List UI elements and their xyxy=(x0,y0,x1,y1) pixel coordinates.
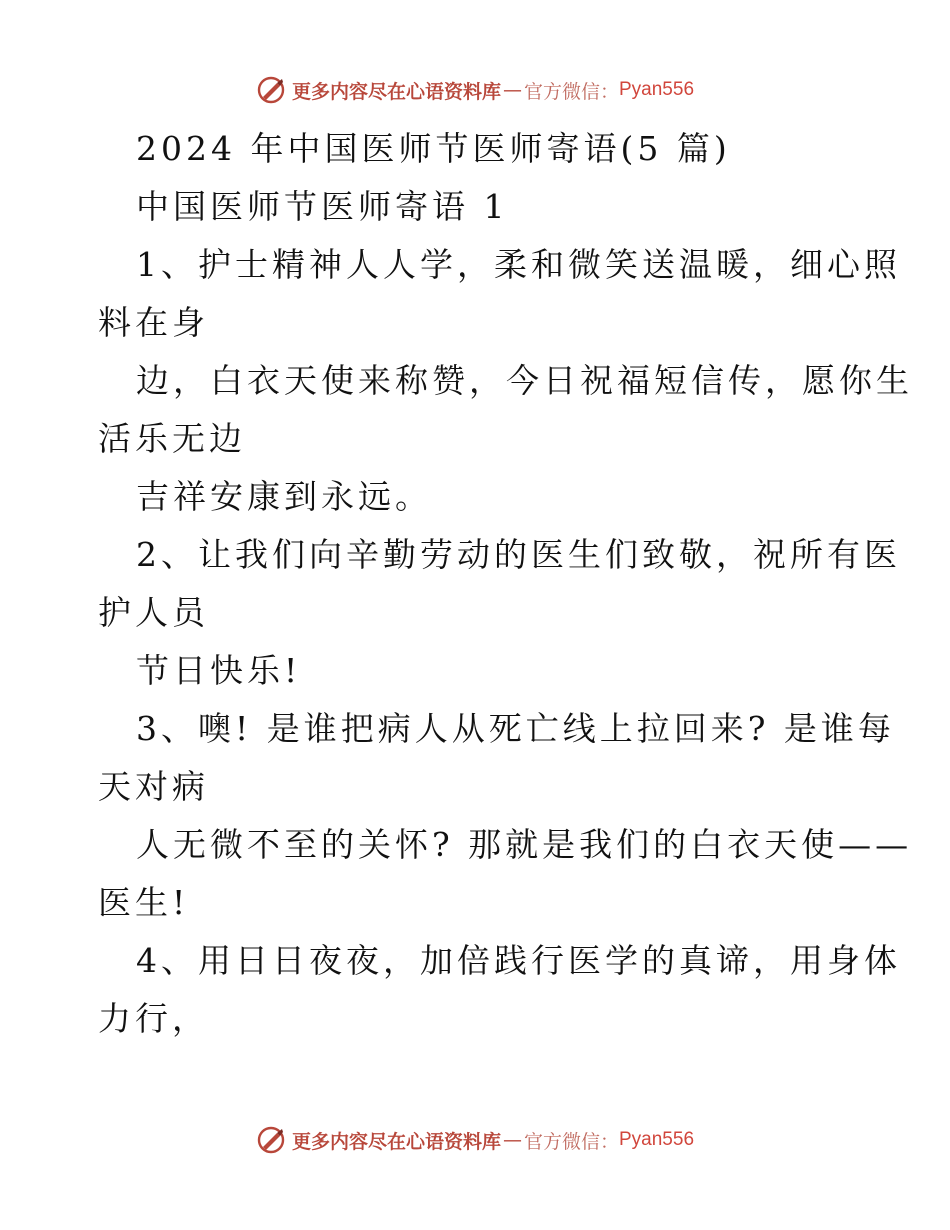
text-line: 边，白衣天使来称赞，今日祝福短信传，愿你生 xyxy=(136,361,913,400)
text-line: 4、用日日夜夜，加倍践行医学的真谛，用身体 xyxy=(136,941,901,980)
section-heading: 中国医师节医师寄语 1 xyxy=(136,187,509,226)
banner-wechat-label: 官方微信： xyxy=(523,80,619,103)
banner-wechat-account: Pyan556 xyxy=(619,1129,695,1150)
text-line: 3、噢! 是谁把病人从死亡线上拉回来? 是谁每 xyxy=(136,709,895,748)
text-line: 力行， xyxy=(98,999,209,1038)
text-line: 1、护士精神人人学，柔和微笑送温暖，细心照 xyxy=(136,245,901,284)
text-line: 节日快乐! xyxy=(136,651,302,690)
document-title: 2024 年中国医师节医师寄语(5 篇) xyxy=(136,129,731,168)
text-line: 料在身 xyxy=(98,303,209,342)
quill-pen-logo-icon xyxy=(256,75,286,105)
header-banner xyxy=(0,70,950,110)
text-line: 天对病 xyxy=(98,767,209,806)
text-line: 吉祥安康到永远。 xyxy=(136,477,432,516)
banner-separator: — xyxy=(502,79,522,101)
banner-wechat-account: Pyan556 xyxy=(619,79,695,100)
text-line: 人无微不至的关怀? 那就是我们的白衣天使—— xyxy=(136,825,913,864)
text-line: 2、让我们向辛勤劳动的医生们致敬，祝所有医 xyxy=(136,535,901,574)
text-line: 活乐无边 xyxy=(98,419,246,458)
banner-wechat-label: 官方微信： xyxy=(523,1130,619,1153)
banner-brand-text: 更多内容尽在心语资料库 xyxy=(291,1130,501,1153)
text-line: 医生! xyxy=(98,883,190,922)
footer-banner xyxy=(0,1120,950,1160)
banner-separator: — xyxy=(502,1129,522,1151)
banner-brand-text: 更多内容尽在心语资料库 xyxy=(291,80,501,103)
text-line: 护人员 xyxy=(98,593,209,632)
quill-pen-logo-icon xyxy=(256,1125,286,1155)
